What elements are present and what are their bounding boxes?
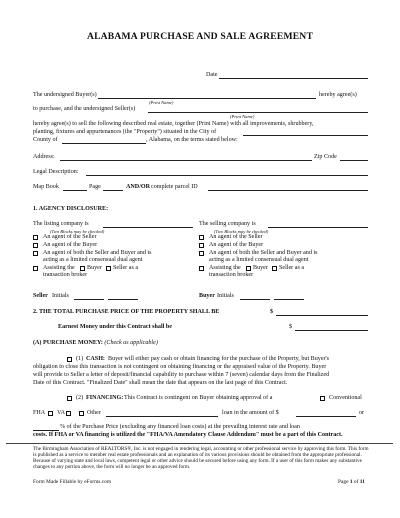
cash-text-1: Buyer will either pay cash or obtain financing for the purchase of the Property, but Buyer's — [108, 356, 330, 362]
va-checkbox[interactable] — [66, 411, 71, 416]
map-book-label: Map Book — [33, 184, 59, 190]
listing-assist-buyer-label: Buyer — [87, 265, 102, 271]
seller-label: to purchase, and the undersigned Seller(s) — [33, 106, 136, 112]
earnest-money-field[interactable] — [295, 330, 368, 331]
zip-label: Zip Code — [314, 154, 337, 160]
cash-number: (1) — [76, 356, 84, 362]
buyer-initials-label: Buyer — [199, 293, 215, 299]
footer-divider — [6, 443, 393, 444]
page-number — [338, 479, 365, 486]
cash-text-4: Date of this Contract. "Finalized Date" shall mean the date that appears on the last page of this Contract. — [33, 380, 288, 386]
selling-company-field[interactable] — [268, 227, 368, 228]
seller-initials-field-1[interactable] — [74, 299, 104, 300]
zip-field[interactable] — [340, 160, 368, 161]
page-word: Page — [338, 479, 349, 485]
seller-initials-field-2[interactable] — [108, 299, 138, 300]
listing-assist-seller-label: Seller as a — [113, 265, 139, 271]
or-label: or — [359, 410, 365, 416]
listing-company-label: The listing company is — [33, 221, 89, 227]
selling-agent-seller-checkbox[interactable] — [199, 235, 204, 240]
current-page: 1 — [349, 479, 353, 485]
county-label: County of — [33, 137, 58, 143]
selling-agent-seller-label: An agent of the Seller — [209, 234, 263, 240]
address-label: Address: — [33, 154, 55, 160]
conventional-checkbox[interactable] — [320, 396, 325, 401]
listing-dual-agent-label-1: An agent of both the Seller and Buyer and is — [43, 250, 152, 256]
loan-percent-field[interactable] — [33, 430, 59, 431]
purchase-price-dollar: $ — [270, 309, 274, 315]
seller-name-field[interactable] — [148, 112, 368, 113]
property-text-2: planting, fixtures and appurtenances (the "Property") situated in the City of — [33, 129, 217, 135]
loan-amount-field[interactable] — [296, 416, 356, 417]
purchase-money-hint: (Check as applicable) — [104, 340, 158, 346]
fha-label: FHA — [33, 410, 46, 416]
cash-text-2: obligation to close this transaction is not contingent on obtaining financing or the appraised value of the Property. Buyer — [33, 364, 327, 370]
other-checkbox[interactable] — [79, 411, 84, 416]
purchase-money-heading — [33, 340, 158, 347]
property-text-1: hereby agree(s) to sell the following described real estate, together (Print Name) with all improvements, shrubbery, — [33, 121, 314, 127]
financing-number: (2) — [76, 395, 84, 401]
seller-initials-word: Initials — [52, 293, 69, 299]
earnest-money-label: Earnest Money under this Contract shall be — [58, 324, 172, 330]
selling-agent-buyer-label: An agent of the Buyer — [209, 242, 264, 248]
buyer-initials-field-1[interactable] — [240, 299, 270, 300]
financing-text: This Contract is contingent on Buyer obtaining approval of a — [124, 395, 273, 401]
cash-checkbox[interactable] — [67, 357, 72, 362]
map-book-field[interactable] — [63, 190, 87, 191]
total-pages: 11 — [359, 479, 365, 485]
agency-disclosure-heading: 1. AGENCY DISCLOSURE: — [33, 206, 109, 212]
earnest-money-dollar: $ — [289, 324, 293, 330]
purchase-money-title: (A) PURCHASE MONEY: — [33, 340, 103, 346]
other-loan-type-field[interactable] — [106, 416, 218, 417]
selling-assist-seller-checkbox[interactable] — [272, 266, 277, 271]
listing-agent-buyer-label: An agent of the Buyer — [43, 242, 98, 248]
fha-va-costs-text: costs. If FHA or VA financing is utilized the "FHA/VA Amendatory Clause Addendum" must be a part of this Contract. — [33, 432, 343, 438]
footer-credit: Form Made Fillable by eForms.com — [33, 479, 112, 485]
selling-assist-buyer-checkbox[interactable] — [246, 266, 251, 271]
listing-assist-seller-checkbox[interactable] — [106, 266, 111, 271]
conventional-label: Conventional — [329, 395, 362, 401]
purchase-price-field[interactable] — [276, 315, 368, 316]
address-field[interactable] — [60, 160, 312, 161]
percent-text: % of the Purchase Price (excluding any financed loan costs) at the prevailing interest rate and loan — [60, 424, 300, 430]
listing-transaction-broker-label: transaction broker — [43, 272, 88, 278]
buyers-agree-label: hereby agree(s) — [319, 92, 357, 98]
selling-transaction-broker-label: transaction broker — [209, 272, 254, 278]
buyer-initials-field-2[interactable] — [274, 299, 304, 300]
buyers-label: The undersigned Buyer(s) — [33, 92, 97, 98]
other-label: Other — [87, 410, 101, 416]
financing-checkbox[interactable] — [67, 396, 72, 401]
financing-title: FINANCING: — [86, 395, 124, 401]
legal-description-field[interactable] — [86, 175, 368, 176]
selling-assisting-checkbox[interactable] — [199, 266, 204, 271]
listing-assisting-checkbox[interactable] — [33, 266, 38, 271]
listing-company-field[interactable] — [103, 227, 193, 228]
selling-two-blocks-hint: (Two Blocks may be checked) — [214, 229, 269, 234]
selling-assisting-label: Assisting the — [209, 265, 241, 271]
andor-label: AND/OR — [126, 184, 151, 190]
purchase-price-heading: 2. THE TOTAL PURCHASE PRICE OF THE PROPERTY SHALL BE — [33, 309, 220, 315]
listing-agent-buyer-checkbox[interactable] — [33, 243, 38, 248]
listing-assisting-label: Assisting the — [43, 265, 75, 271]
of-word: of — [353, 479, 359, 485]
seller-initials-label: Seller — [33, 293, 48, 299]
document-title: ALABAMA PURCHASE AND SALE AGREEMENT — [86, 31, 314, 42]
parcel-field[interactable] — [208, 190, 368, 191]
legal-description-label: Legal Description: — [33, 169, 79, 175]
listing-agent-seller-label: An agent of the Seller — [43, 234, 97, 240]
listing-agent-seller-checkbox[interactable] — [33, 235, 38, 240]
buyer-initials-word: Initials — [217, 293, 234, 299]
selling-company-label: The selling company is — [199, 221, 256, 227]
loan-amount-label: loan in the amount of $ — [222, 410, 279, 416]
page-label: Page — [89, 184, 101, 190]
listing-two-blocks-hint: (Two Blocks may be checked) — [50, 229, 105, 234]
county-field[interactable] — [62, 143, 146, 144]
selling-assist-buyer-label: Buyer — [253, 265, 268, 271]
fha-checkbox[interactable] — [48, 411, 53, 416]
listing-assist-buyer-checkbox[interactable] — [80, 266, 85, 271]
cash-title: CASH: — [86, 356, 105, 362]
buyer-print-name-hint: (Print Name) — [149, 100, 174, 105]
page-field[interactable] — [103, 190, 123, 191]
county-tail: , Alabama, on the terms stated below: — [146, 137, 238, 143]
va-label: VA — [57, 410, 66, 416]
cash-text-3: will provide to Seller a letter of deposit/financial capability to purchase within 7 (seven) calendar days from the Finalized — [33, 372, 330, 378]
city-field[interactable] — [243, 135, 368, 136]
selling-dual-agent-checkbox[interactable] — [199, 251, 204, 256]
parcel-label: complete parcel ID — [151, 184, 198, 190]
selling-assist-seller-label: Seller as a — [279, 265, 305, 271]
buyer-name-field[interactable] — [98, 98, 316, 99]
disclaimer-text: The Birmingham Association of REALTORS®, Inc. is not engaged in rendering legal, accounting or other professional service by approving this form. This form is published as a service to member real estate professionals and an explanation of its various provisions should be obtained from the appropriate professional. Because of varying state and local laws, competent legal or other advice should be secured before using any form. If a user of this form makes any substantive changes to any portion above, the form will no longer be an approved form. — [33, 446, 369, 470]
listing-dual-agent-checkbox[interactable] — [33, 251, 38, 256]
listing-dual-agent-label-2: acting as a limited consensual dual agent — [43, 257, 143, 263]
selling-dual-agent-label-2: acting as a limited consensual dual agent — [209, 257, 309, 263]
date-field[interactable] — [219, 78, 368, 79]
selling-dual-agent-label-1: An agent of both the Seller and Buyer and is — [209, 250, 318, 256]
seller-print-name-hint: (Print Name) — [230, 114, 255, 119]
date-label: Date — [206, 72, 218, 78]
selling-agent-buyer-checkbox[interactable] — [199, 243, 204, 248]
